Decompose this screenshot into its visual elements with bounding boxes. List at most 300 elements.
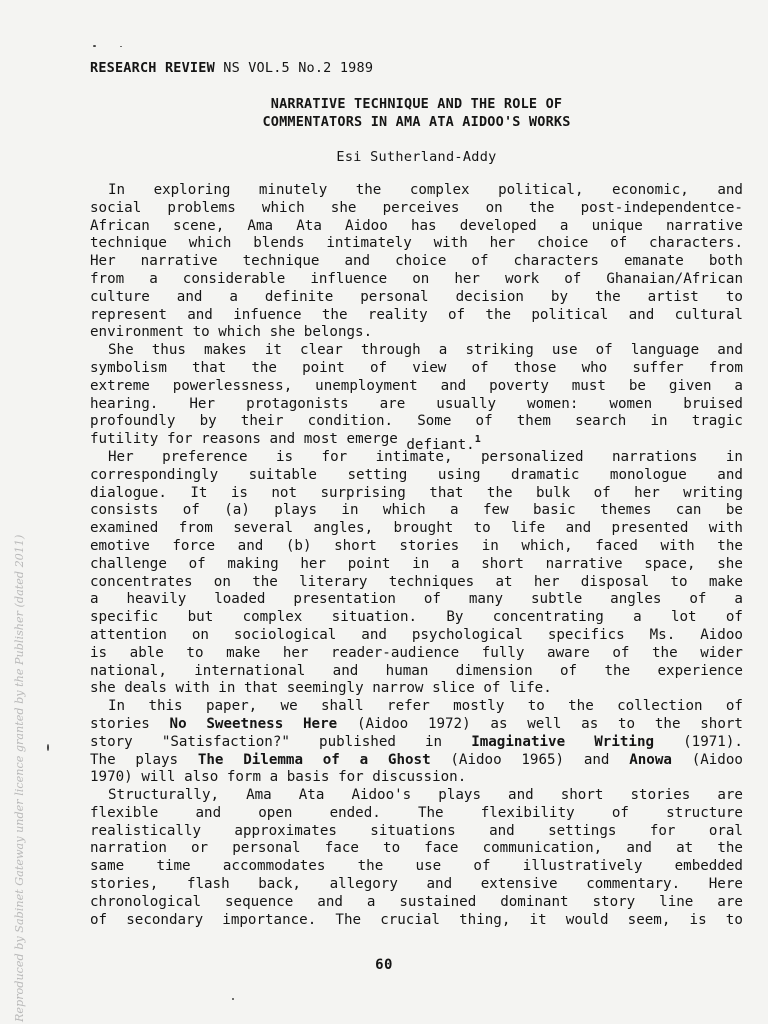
word: the: [486, 484, 513, 501]
word: to: [618, 715, 636, 732]
word: dimension: [455, 662, 533, 679]
word: examined: [90, 520, 159, 537]
word: the: [654, 715, 681, 732]
word: literary: [299, 573, 368, 590]
body-line: [90, 449, 743, 467]
word: same: [90, 858, 125, 875]
word: line: [659, 893, 694, 910]
word: The: [90, 751, 116, 768]
word: paper,: [205, 698, 258, 715]
body-line: [90, 805, 743, 823]
word: structure: [666, 804, 743, 821]
word: her: [282, 644, 309, 661]
word: setting: [347, 466, 408, 483]
word: and: [717, 342, 743, 359]
word: several: [233, 520, 293, 537]
word: preference: [162, 448, 248, 465]
word: political,: [498, 182, 584, 198]
word: brought: [393, 520, 454, 537]
word: decision: [455, 288, 524, 305]
word: story: [90, 733, 133, 750]
word: allegory: [329, 876, 398, 893]
word: refer: [387, 698, 430, 715]
word: on: [412, 270, 430, 287]
word: extreme: [90, 377, 150, 394]
word: technique: [90, 235, 167, 252]
word: plays: [274, 502, 317, 519]
word: Aidoo: [345, 217, 388, 234]
word: suitable: [248, 466, 317, 483]
word: characters.: [649, 235, 743, 252]
word: narration: [90, 840, 167, 857]
word: post-independentce-: [580, 199, 743, 216]
word: and: [565, 520, 592, 537]
word: slice: [432, 680, 475, 697]
word: futility: [90, 431, 159, 448]
word: flexible: [90, 804, 159, 821]
word: point: [302, 359, 345, 376]
word: symbolism: [90, 359, 167, 376]
word: discussion.: [372, 769, 467, 786]
word: reasons: [201, 431, 261, 448]
word: of: [611, 804, 629, 821]
word: be: [725, 502, 743, 519]
word: and: [332, 662, 359, 679]
word: deals: [124, 680, 167, 697]
word: in: [650, 413, 668, 430]
word: social: [90, 199, 142, 216]
word: her: [634, 484, 660, 501]
body-line: [90, 520, 743, 538]
word: angles,: [313, 520, 374, 537]
word: stories: [630, 787, 691, 804]
word: the: [485, 306, 512, 323]
word: seem,: [627, 911, 671, 928]
word: The: [197, 751, 224, 768]
word: this: [148, 698, 183, 715]
word: emanate: [623, 253, 684, 270]
word: women:: [527, 395, 579, 412]
word: Sweetness: [206, 715, 284, 732]
word: a: [450, 502, 459, 519]
word: (Aidoo: [450, 751, 502, 768]
word: developed: [459, 217, 537, 234]
word: of: [689, 591, 707, 608]
word: is: [230, 484, 248, 501]
word: of: [475, 413, 493, 430]
word: the: [252, 573, 278, 590]
word: making: [227, 555, 279, 572]
word: extensive: [480, 876, 558, 893]
word: No: [169, 715, 187, 732]
page-number: 60: [375, 957, 393, 973]
word: of: [473, 858, 491, 875]
word: choice: [395, 253, 447, 270]
word: story: [592, 893, 636, 910]
word: emotive: [90, 537, 150, 554]
word: Ata: [296, 217, 322, 234]
word: powerlessness,: [172, 377, 293, 394]
word: be: [628, 377, 646, 394]
word: hearing.: [90, 395, 159, 412]
word: which: [261, 199, 305, 216]
word: of: [90, 911, 108, 928]
word: for: [321, 448, 348, 465]
journal-name: RESEARCH REVIEW: [90, 60, 215, 76]
word: presented: [611, 520, 689, 537]
word: and: [195, 804, 222, 821]
word: and: [626, 840, 652, 857]
word: that: [243, 680, 279, 697]
body-line: [90, 467, 743, 485]
word: a: [366, 893, 376, 910]
word: international: [194, 662, 306, 679]
word: personal: [232, 840, 301, 857]
word: her: [533, 573, 560, 590]
word: plays: [135, 751, 179, 768]
word: It: [190, 484, 208, 501]
word: personalized: [480, 448, 584, 465]
word: ended.: [329, 804, 381, 821]
word: narrative: [545, 555, 623, 572]
word: in: [425, 733, 443, 750]
word: wider: [700, 644, 743, 661]
word: the: [357, 858, 384, 875]
word: writing: [683, 484, 743, 501]
word: protagonists: [246, 395, 349, 412]
scan-speck: [232, 998, 234, 1000]
word: a: [229, 288, 238, 305]
word: short: [481, 555, 524, 572]
word: artist: [647, 288, 699, 305]
scan-speck: [120, 46, 122, 47]
word: psychological: [411, 626, 523, 643]
word: to: [383, 840, 401, 857]
word: commentary.: [586, 876, 681, 893]
word: Writing: [594, 733, 655, 750]
word: she: [90, 680, 116, 697]
body-line: [90, 840, 743, 858]
word: of: [725, 609, 743, 626]
word: thing,: [459, 911, 511, 928]
word: collection: [617, 698, 703, 715]
word: Imaginative: [471, 733, 566, 750]
word: aware: [547, 644, 590, 661]
word: The: [335, 911, 362, 928]
word: narrations: [611, 448, 698, 465]
word: of: [471, 359, 489, 376]
body-line: [90, 876, 743, 894]
word: a: [90, 591, 99, 608]
word: not: [271, 484, 297, 501]
word: from: [708, 359, 743, 376]
word: approximates: [234, 822, 337, 839]
word: 1972): [427, 715, 471, 732]
body-line: [90, 182, 743, 200]
word: face: [324, 840, 359, 857]
word: to: [725, 288, 743, 305]
word: a: [438, 342, 448, 359]
title-line: NARRATIVE TECHNIQUE AND THE ROLE OF: [270, 96, 563, 112]
word: clear: [300, 342, 343, 359]
word: that: [429, 484, 464, 501]
word: environment: [90, 324, 184, 341]
word: a: [149, 270, 158, 287]
body-line: [90, 663, 743, 681]
word: a: [559, 217, 569, 234]
article-title: [90, 95, 743, 131]
body-line: [90, 734, 743, 752]
word: basic: [533, 502, 576, 519]
body-line: [90, 627, 743, 645]
body-line: [90, 360, 743, 378]
word: challenge: [90, 555, 167, 572]
word: as: [581, 715, 599, 732]
word: correspondingly: [90, 466, 219, 483]
word: from: [90, 270, 125, 287]
body-line: [90, 396, 743, 414]
word: we: [280, 698, 298, 715]
word: consists: [90, 502, 159, 519]
word: plays: [438, 787, 481, 804]
word: in: [412, 555, 430, 572]
word: Ms.: [649, 626, 676, 643]
word: and: [269, 431, 296, 448]
word: and: [317, 893, 343, 910]
word: 1970): [90, 769, 133, 786]
word: Here: [303, 715, 338, 732]
word: on: [191, 626, 209, 643]
word: dramatic: [511, 466, 580, 483]
word: stories,: [90, 876, 159, 893]
word: importance.: [222, 911, 317, 928]
word: that: [192, 359, 227, 376]
word: realistically: [90, 822, 202, 839]
word: for: [338, 769, 364, 786]
word: a: [269, 769, 279, 786]
word: In: [108, 698, 126, 715]
word: intimate,: [375, 448, 453, 465]
word: of: [593, 484, 611, 501]
word: use: [415, 858, 442, 875]
word: disposal: [580, 573, 650, 590]
word: She: [108, 342, 134, 359]
word: reader-audience: [331, 644, 460, 661]
word: choice: [537, 235, 589, 252]
body-line: [90, 271, 743, 289]
word: unique: [591, 217, 643, 234]
word: their: [240, 413, 284, 430]
word: lot: [670, 609, 697, 626]
word: and: [176, 288, 203, 305]
word: unemployment: [315, 377, 418, 394]
word: a: [633, 609, 642, 626]
word: for: [166, 431, 193, 448]
word: time: [156, 858, 191, 875]
word: sustained: [399, 893, 477, 910]
body-line: [90, 502, 743, 520]
word: culture: [90, 288, 150, 305]
word: technique: [242, 253, 320, 270]
body-line: [90, 235, 743, 253]
word: are: [379, 395, 406, 412]
word: influence: [310, 270, 388, 287]
body-line: [90, 591, 743, 609]
word: her: [454, 270, 480, 287]
body-line: [90, 769, 743, 787]
body-line: [90, 698, 743, 716]
word: stories: [90, 715, 150, 732]
word: and: [426, 876, 453, 893]
word: for: [649, 822, 676, 839]
word: a: [359, 751, 369, 768]
word: national,: [90, 662, 167, 679]
word: women: [609, 395, 653, 412]
word: bulk: [535, 484, 571, 501]
word: Ata: [298, 787, 325, 804]
word: scene,: [172, 217, 225, 234]
scan-speck: [93, 45, 96, 47]
word: of: [564, 270, 582, 287]
word: also: [184, 769, 219, 786]
word: and: [489, 822, 515, 839]
word: must: [571, 377, 606, 394]
word: the: [717, 840, 743, 857]
word: Ghanaian/African: [606, 270, 743, 287]
word: from: [178, 520, 213, 537]
word: "Satisfaction?": [161, 733, 290, 750]
body-line: [90, 894, 743, 912]
word: infuence: [233, 306, 302, 323]
title-line: COMMENTATORS IN AMA ATA AIDOO'S WORKS: [262, 114, 571, 130]
word: fully: [481, 644, 525, 661]
body-line: [90, 574, 743, 592]
word: specific: [90, 609, 159, 626]
word: the: [604, 662, 631, 679]
word: heavily: [126, 591, 187, 608]
word: she: [330, 199, 357, 216]
word: point: [347, 555, 391, 572]
word: on: [213, 573, 231, 590]
word: complex: [409, 182, 470, 198]
word: Here: [708, 876, 743, 893]
body-line: [90, 609, 743, 627]
body-line: [90, 787, 743, 805]
word: of: [610, 235, 628, 252]
word: In: [108, 182, 126, 198]
word: minutely: [258, 182, 328, 198]
word: Anowa: [629, 751, 672, 768]
word: suffer: [632, 359, 684, 376]
word: problems: [167, 199, 236, 216]
body-line: [90, 342, 743, 360]
word: presentation: [293, 591, 396, 608]
body-line: [90, 858, 743, 876]
word: Aidoo: [700, 626, 743, 643]
word: the: [568, 698, 594, 715]
word: and: [361, 626, 387, 643]
word: specifics: [547, 626, 625, 643]
word: to: [192, 324, 210, 341]
word: by: [550, 288, 568, 305]
word: are: [717, 787, 743, 804]
word: at: [495, 573, 513, 590]
word: subtle: [530, 591, 583, 608]
word: faced: [595, 537, 638, 554]
word: personal: [360, 288, 429, 305]
word: accommodates: [222, 858, 326, 875]
word: a: [450, 555, 460, 572]
word: attention: [90, 626, 167, 643]
running-header: [90, 60, 743, 76]
word: Ama: [247, 217, 274, 234]
word: face: [424, 840, 459, 857]
word: seemingly: [286, 680, 364, 697]
word: both: [708, 253, 743, 270]
word: in: [725, 448, 743, 465]
word: many: [468, 591, 504, 608]
word: and: [628, 306, 655, 323]
word: short: [700, 715, 743, 732]
word: bruised: [683, 395, 743, 412]
word: (1971).: [683, 733, 743, 750]
word: reality: [367, 306, 428, 323]
word: a: [734, 591, 743, 608]
body-line: [90, 307, 743, 325]
word: which: [188, 235, 232, 252]
body-line: [90, 538, 743, 556]
word: by: [199, 413, 217, 430]
word: (b): [285, 537, 312, 554]
word: to: [725, 911, 743, 928]
word: basis: [286, 769, 330, 786]
word: through: [360, 342, 421, 359]
word: By: [446, 609, 464, 626]
word: her: [489, 235, 516, 252]
word: striking: [465, 342, 534, 359]
word: blends: [253, 235, 305, 252]
word: with: [660, 537, 695, 554]
word: she: [269, 324, 296, 341]
body-line: [90, 218, 743, 236]
volume-info: NS VOL.5 No.2 1989: [223, 60, 374, 76]
word: exploring: [153, 182, 231, 198]
word: communication,: [482, 840, 603, 857]
word: characters: [513, 253, 599, 270]
word: would: [565, 911, 609, 928]
word: (Aidoo: [356, 715, 409, 732]
word: Some: [417, 413, 452, 430]
word: force: [172, 537, 216, 554]
word: Her: [90, 253, 116, 270]
word: back,: [258, 876, 301, 893]
word: defiant.$^1$: [406, 434, 481, 454]
word: situations: [370, 822, 456, 839]
footnote-marker[interactable]: 1: [474, 434, 481, 446]
word: her: [300, 555, 326, 572]
word: language: [630, 342, 700, 359]
word: oral: [708, 822, 743, 839]
scan-speck: [47, 744, 49, 751]
word: mostly: [453, 698, 505, 715]
word: the: [251, 359, 277, 376]
word: tragic: [691, 413, 743, 430]
word: 1965): [521, 751, 565, 768]
word: narrative: [140, 253, 218, 270]
word: Dilemma: [243, 751, 304, 768]
word: Ghost: [387, 751, 431, 768]
word: and: [187, 306, 213, 323]
